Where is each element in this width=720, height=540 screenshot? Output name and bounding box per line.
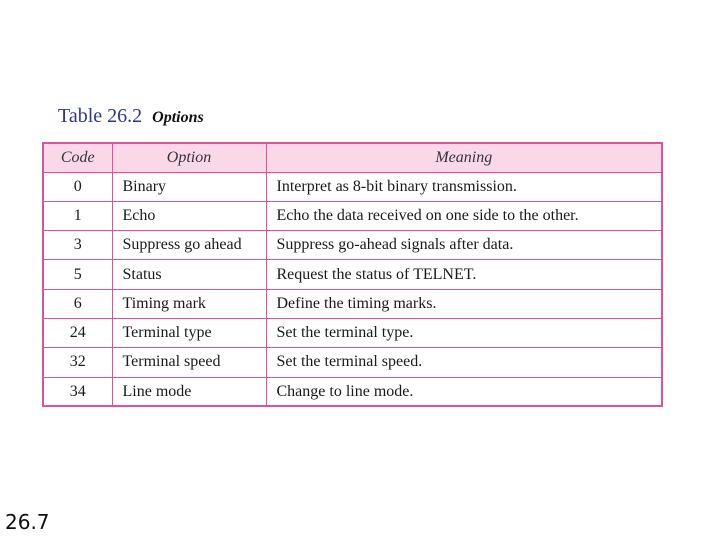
table-row	[44, 231, 661, 260]
table-row	[44, 318, 661, 347]
cell-option: Terminal speed	[112, 348, 266, 377]
options-table	[44, 144, 661, 406]
cell-code: 32	[44, 348, 112, 377]
cell-meaning: Set the terminal speed.	[266, 348, 661, 377]
table-caption-label: Table 26.2	[58, 105, 143, 127]
header-code: Code	[44, 144, 112, 172]
cell-meaning: Suppress go-ahead signals after data.	[266, 231, 661, 260]
cell-code: 6	[44, 289, 112, 318]
header-option: Option	[112, 144, 266, 172]
cell-code: 3	[44, 231, 112, 260]
options-table-container	[42, 142, 663, 407]
cell-meaning: Request the status of TELNET.	[266, 260, 661, 289]
table-row	[44, 201, 661, 230]
header-meaning: Meaning	[266, 144, 661, 172]
table-row	[44, 260, 661, 289]
table-row	[44, 172, 661, 201]
cell-option: Suppress go ahead	[112, 231, 266, 260]
cell-meaning: Interpret as 8-bit binary transmission.	[266, 172, 661, 201]
slide-number: 26.7	[5, 510, 50, 534]
cell-meaning: Define the timing marks.	[266, 289, 661, 318]
cell-option: Echo	[112, 201, 266, 230]
cell-meaning: Set the terminal type.	[266, 318, 661, 347]
cell-code: 1	[44, 201, 112, 230]
cell-option: Line mode	[112, 377, 266, 406]
table-row	[44, 377, 661, 406]
table-caption	[58, 103, 204, 131]
cell-option: Status	[112, 260, 266, 289]
cell-option: Terminal type	[112, 318, 266, 347]
table-caption-title: Options	[152, 109, 204, 126]
cell-code: 5	[44, 260, 112, 289]
cell-code: 34	[44, 377, 112, 406]
table-body	[44, 172, 661, 406]
header-row	[44, 144, 661, 172]
cell-code: 24	[44, 318, 112, 347]
table-row	[44, 289, 661, 318]
cell-meaning: Change to line mode.	[266, 377, 661, 406]
cell-meaning: Echo the data received on one side to the other.	[266, 201, 661, 230]
table-row	[44, 348, 661, 377]
cell-option: Timing mark	[112, 289, 266, 318]
cell-option: Binary	[112, 172, 266, 201]
cell-code: 0	[44, 172, 112, 201]
table-header	[44, 144, 661, 172]
